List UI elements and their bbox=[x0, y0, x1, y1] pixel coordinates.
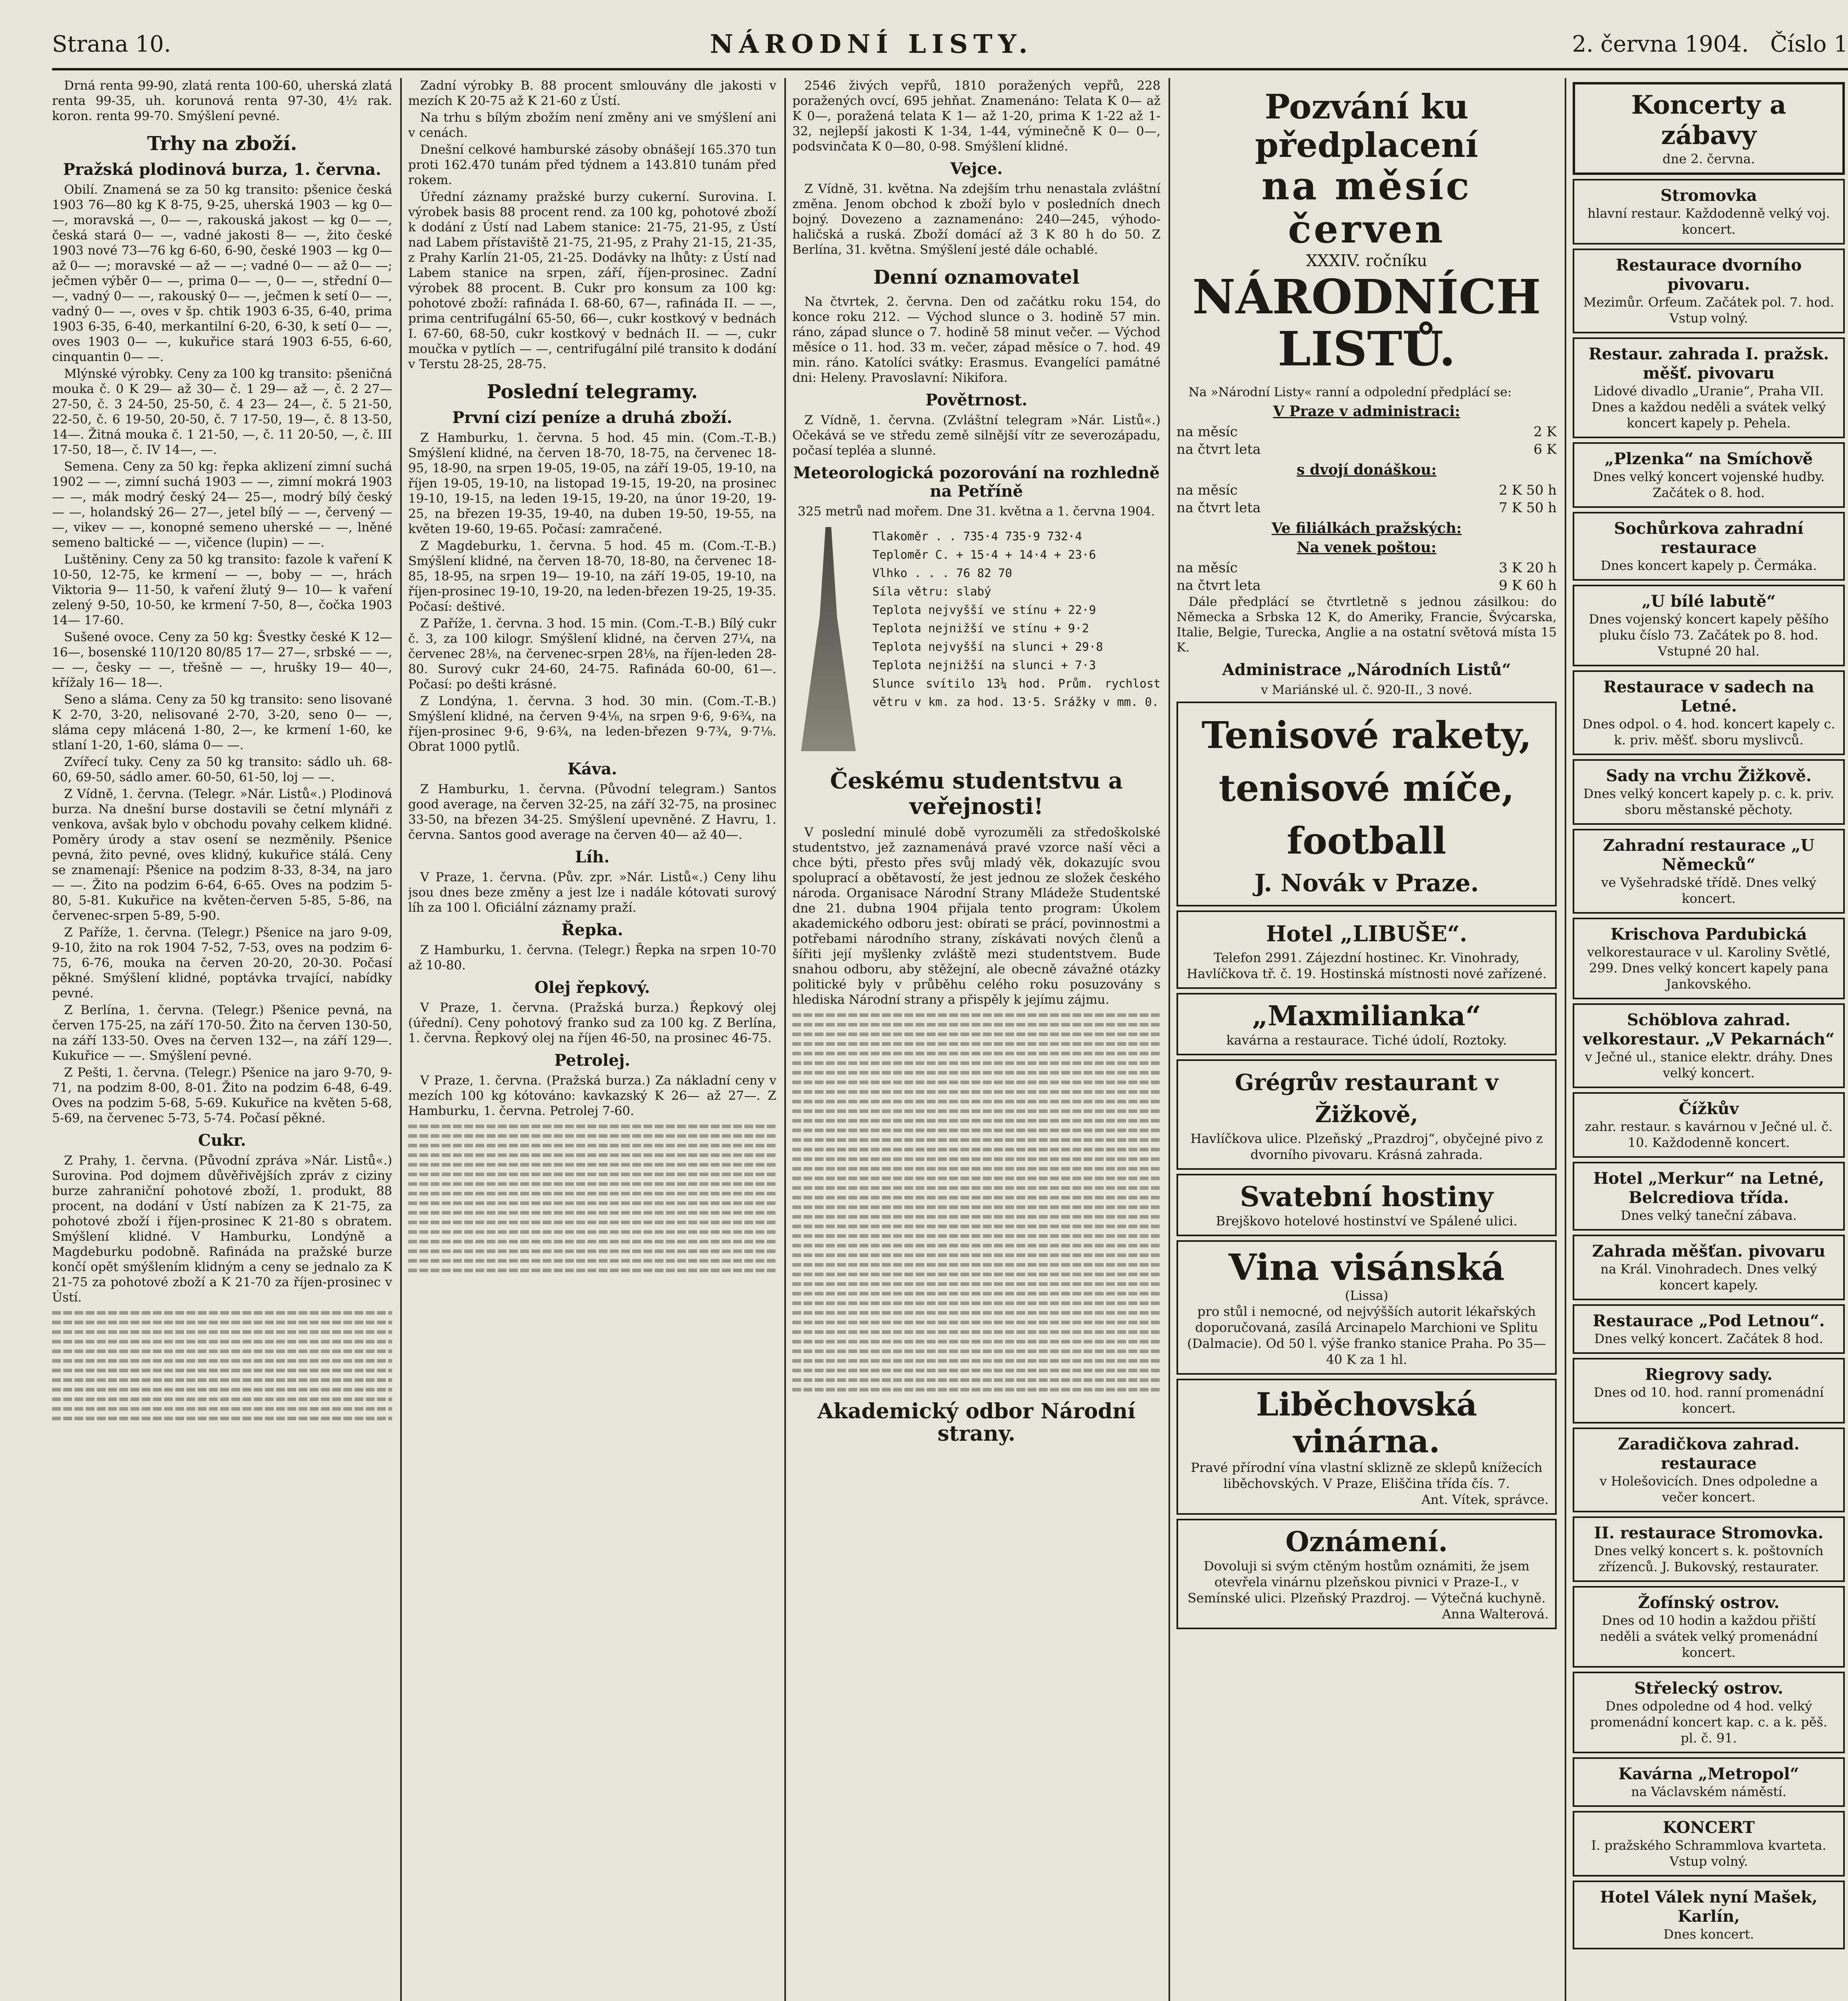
meteo-block bbox=[792, 519, 1161, 759]
section-subheading: Meteorologická pozorování na rozhledně na Petříně bbox=[793, 463, 1160, 501]
venue-text: Dnes odpoledne od 4 hod. velký promenádní koncert kap. c. a k. pěš. pl. č. 91. bbox=[1590, 1698, 1828, 1746]
paragraph: Z Pešti, 1. června. (Telegr.) Pšenice na jaro 9-70, 9-71, na podzim 8-00, 8-01. Žito na podzim 6-48, 6-49. Oves na podzim 5-68, 5-69. Kukuřice na květen 5-68, 5-69, na červenec 5-73, 5-74. Počasí pěkné. bbox=[52, 1065, 392, 1125]
paragraph: Z Hamburku, 1. června. (Telegr.) Řepka na srpen 10-70 až 10-80. bbox=[408, 943, 776, 972]
paragraph: 2546 živých vepřů, 1810 poražených vepřů, 228 poražených ovcí, 695 jehňat. Znamenáno: Telata K 0— až K 0—, poražená telata K 1— až 1-20, prima K 1-22 až 1-32, nejlepší jakosti K 1-34, 1-44, výminečně K 0— 0—, podsvinčata K 0—80, 0-98. Smýšlení klidné. bbox=[792, 78, 1161, 154]
venue-name: Restaurace dvorního pivovaru. bbox=[1615, 256, 1802, 294]
meteo-row: Teplota nejnižší ve stínu + 9·2 bbox=[872, 622, 1089, 635]
section-subheading: Petrolej. bbox=[554, 1051, 630, 1070]
ad-heading: Hotel „LIBUŠE“. bbox=[1266, 921, 1467, 946]
paragraph: Z Paříže, 1. června. 3 hod. 15 min. (Com.-T.-B.) Bílý cukr č. 3, za 100 kilogr. Smýšlení klidné, na červen 27¼, na červenec 28⅛, na červenec-srpen 28⅛, na říjen-leden 28-80. Surový cukr 24-60, 24-75. Rafináda 60-00, 61—. Počasí: po dešti krásné. bbox=[408, 616, 776, 692]
venue-text: Dnes velký koncert kapely p. c. k. priv. sboru městanské pěchoty. bbox=[1583, 786, 1834, 817]
paragraph: Luštěniny. Ceny za 50 kg transito: fazole k vaření K 10-50, 12-75, ke krmení — —, boby — —, hrách Viktoria 9— 11-50, k vaření žlutý 9— 10— k vaření zelený 9-50, 10-50, ke krmení 7-50, 8—, čočka 1903 14— 17-60. bbox=[52, 552, 392, 628]
venue-name: Riegrovy sady. bbox=[1645, 1365, 1773, 1384]
newspaper-title: NÁRODNÍ LISTY. bbox=[710, 29, 1033, 59]
venue-text: velkorestaurace v ul. Karoliny Světlé, 299. Dnes velký koncert kapely pana Jankovského. bbox=[1587, 944, 1830, 992]
venue-ad bbox=[1573, 1162, 1845, 1231]
venue-ad bbox=[1573, 1092, 1845, 1158]
ad-text: Telefon 2991. Zájezdní hostinec. Kr. Vinohrady, Havlíčkova tř. č. 19. Hostinská místnosti nové zařízené. bbox=[1187, 950, 1547, 981]
paragraph: Z Berlína, 1. června. (Telegr.) Pšenice pevná, na červen 175-25, na září 170-50. Žito na červen 130-50, na září 133-50. Oves na červen 132—, na září 129—. Kukuřice — —. Smýšlení pevné. bbox=[52, 1003, 392, 1063]
meteo-row: Tlakoměr . . 735·4 735·9 732·4 bbox=[872, 529, 1082, 543]
paragraph: Z Londýna, 1. června. 3 hod. 30 min. (Com.-T.-B.) Smýšlení klidné, na červen 9·4⅛, na srpen 9·6, 9·6¾, na říjen-prosinec 9·6, 9·6¾, na leden-březen 9·7¾, 9·7⅛. Obrat 1000 pytlů. bbox=[408, 694, 776, 754]
section-subheading: Řepka. bbox=[561, 920, 623, 939]
column-3 bbox=[792, 78, 1161, 2001]
ad-libechov bbox=[1177, 1379, 1557, 1515]
venue-text: Lidové divadlo „Uranie“, Praha VII. Dnes a každou neděli a svátek velký koncert kapely p. Pehela. bbox=[1591, 383, 1826, 431]
venue-ad bbox=[1573, 1516, 1845, 1582]
meteo-table bbox=[872, 527, 1161, 759]
paragraph: Obilí. Znamená se za 50 kg transito: pšenice česká 1903 76—80 kg K 8-75, 9-25, uherská 1903 — kg 0— —, moravská —, 0— —, rakouská jakost — kg 0— —, česká stará 0— —, vadné jakosti 8— —, žito české 1903 nové 73—76 kg 6-60, 6-90, české 1903 — kg 0— až 0— —; moravské — až — —; vadné 0— — až 0— —; ječmen výběr 0— —, prima 0— —, 0— —, střední 0— —, vadný 0— —, rakouský 0— —, ječmen k setí 0— —, vadný 0— —, oves v šp. chtik 1903 6-35, 6-40, prima 1903 6-35, 6-40, merkantilní 6-20, 6-30, k setí 0— —, oves 1903 0— —, kukuřice stará 1903 6-55, 6-60, cinquantin 0— —. bbox=[52, 182, 392, 364]
paragraph: Semena. Ceny za 50 kg: řepka aklizení zimní suchá 1902 — —, zimní suchá 1903 — —, zimní mokrá 1903 — —, mák modrý český 24— 25—, modrý bílý český — —, holandský 26— 27—, jetel bílý — —, červený — —, vikev — —, konopné semeno uherské — —, lněné semeno baltické — —, vičence (lupin) — —. bbox=[52, 459, 392, 550]
meteo-row: Síla větru: slabý bbox=[872, 585, 991, 598]
meteo-row: Teplota nejnižší na slunci + 7·3 bbox=[872, 658, 1096, 672]
venue-ad bbox=[1573, 1757, 1845, 1807]
ad-heading: Grégrův restaurant v Žižkově, bbox=[1235, 1069, 1499, 1128]
ad-text: Havlíčkova ulice. Plzeňský „Prazdroj“, obyčejné pivo z dvorního pivovaru. Krásná zahrada. bbox=[1190, 1131, 1543, 1162]
section-subheading: Líh. bbox=[575, 848, 610, 866]
venue-name: Čížkův bbox=[1679, 1099, 1739, 1118]
paragraph: V Praze, 1. června. (Pův. zpr. »Nár. Listů«.) Ceny lihu jsou dnes beze změny a jest lze i nadále kótovati surový líh za 100 l. Oficiální záznamy praží. bbox=[408, 870, 776, 915]
venue-name: Schöblova zahrad. velkorestaur. „V Pekarnách“ bbox=[1583, 1011, 1835, 1049]
ad-tenis-line: tenisové míče, bbox=[1219, 766, 1515, 810]
ad-tenis-line: football bbox=[1287, 819, 1447, 862]
issue-number: Číslo 1 bbox=[1770, 31, 1848, 57]
paragraph: Na »Národní Listy« ranní a odpolední předplácí se: bbox=[1189, 385, 1512, 399]
meteo-row: Teplota nejvyšší na slunci + 29·8 bbox=[872, 640, 1103, 654]
venue-ad bbox=[1573, 1304, 1845, 1354]
venue-ad bbox=[1573, 1235, 1845, 1300]
ad-text: Dovoluji si svým ctěným hostům oznámiti, že jsem otevřela vinárnu plzeňskou pivnici v Praze-I., v Semínské ulici. Plzeňský Prazdroj. — Výtečná kuchyně. bbox=[1187, 1558, 1546, 1606]
paragraph: V poslední minulé době vyrozuměli za středoškolské studentstvo, jež zaznamenává pravé vzorce naší věci a chce býti, přesto přes svůj mladý věk, dokazujíc svou spoluprací a obětavostí, že jest jednou ze složek českého národa. Organisace Národní Strany Mládeže Studentské dne 21. dubna 1904 přijala tento program: Úkolem akademického odboru jest: obírati se prácí, povinnostmi a potřebami národního strany, získávati nových členů a šířiti její myšlenky zvláště mezi studentstvem. Bude snahou odboru, aby stěžejní, ale obecně závažné otázky politické byly v průběhu celého roku posuzovány s hlediska Národní strany a přispěly k jejímu zájmu. bbox=[792, 825, 1161, 1007]
venue-text: Mezimůr. Orfeum. Začátek pol. 7. hod. Vstup volný. bbox=[1583, 295, 1834, 326]
venue-text: I. pražského Schrammlova kvarteta. Vstup volný. bbox=[1591, 1838, 1826, 1869]
price-heading: Na venek poštou: bbox=[1297, 539, 1437, 556]
venue-text: Dnes velký koncert vojenské hudby. Začátek o 8. hod. bbox=[1593, 469, 1825, 500]
venue-text: Dnes koncert. bbox=[1663, 1927, 1754, 1942]
paragraph: Z Hamburku, 1. června. (Původní telegram.) Santos good average, na červen 32-25, na září 32-75, na prosinec 33-50, na březen 34-25. Smýšlení upevněné. Z Havru, 1. června. Santos good average na červen 40— až 40—. bbox=[408, 782, 776, 842]
venue-ad bbox=[1573, 1428, 1845, 1512]
price-row: na měsíc 2 K bbox=[1177, 424, 1557, 440]
paragraph: Dále předplácí se čtvrtletně s jednou zásilkou: do Německa a Srbska 12 K, do Ameriky, Francie, Švýcarska, Italie, Belgie, Turecka, Anglie a na ostatní světová místa 15 K. bbox=[1177, 595, 1557, 655]
paragraph: Dnešní celkové hamburské zásoby obnášejí 165.370 tun proti 162.470 tunám před týdnem a 143.810 tunám před rokem. bbox=[408, 142, 776, 187]
venue-ad bbox=[1573, 179, 1845, 245]
price-heading: s dvojí donáškou: bbox=[1297, 461, 1437, 478]
column-2 bbox=[408, 78, 776, 2001]
pozvani-subtitle: na měsíc červen bbox=[1261, 163, 1472, 252]
column-divider bbox=[400, 78, 402, 2001]
ad-novak: J. Novák v Praze. bbox=[1254, 869, 1479, 897]
ad-libuse bbox=[1177, 910, 1557, 989]
ad-text: pro stůl i nemocné, od nejvýšších autorit lékařských doporučovaná, zasílá Arcinapelo Marchioni ve Splitu (Dalmacie). Od 50 l. výše franko stanice Praha. Po 35—40 K za 1 hl. bbox=[1187, 1304, 1546, 1367]
section-heading: Poslední telegramy. bbox=[487, 381, 698, 403]
signature: Akademický odbor Národní strany. bbox=[817, 1399, 1136, 1446]
ad-text: Pravé přírodní vína vlastní sklizně ze sklepů knížecích liběchovských. V Praze, Eliščina třída čís. 7. bbox=[1191, 1460, 1543, 1491]
venue-name: Restaurace v sadech na Letné. bbox=[1603, 678, 1814, 716]
admin-heading: Administrace „Národních Listů“ bbox=[1222, 660, 1511, 679]
venue-ad bbox=[1573, 1881, 1845, 1949]
ad-oznameni bbox=[1177, 1519, 1557, 1629]
venue-name: „U bílé labutě“ bbox=[1642, 592, 1776, 611]
venue-text: na Král. Vinohradech. Dnes velký koncert kapely. bbox=[1600, 1261, 1817, 1293]
paragraph: Z Paříže, 1. června. (Telegr.) Pšenice na jaro 9-09, 9-10, žito na rok 1904 7-52, 7-53, oves na podzim 6-75, 6-76, mouka na červen 20-20, 20-30. Počasí pěkné. Smýšlení klidné, poptávka trvající, nabídky pevné. bbox=[52, 925, 392, 1000]
ad-signature: Anna Walterová. bbox=[1442, 1606, 1549, 1622]
ad-signature: Ant. Vítek, správce. bbox=[1421, 1492, 1549, 1507]
venue-text: v Ječné ul., stanice elektr. dráhy. Dnes velký koncert. bbox=[1585, 1049, 1833, 1081]
venue-text: zahr. restaur. s kavárnou v Ječné ul. č. 10. Každodenně koncert. bbox=[1585, 1119, 1833, 1150]
ad-subheading: (Lissa) bbox=[1345, 1288, 1389, 1303]
ad-tenis-line: Tenisové rakety, bbox=[1201, 714, 1532, 757]
page-header bbox=[52, 20, 1848, 70]
column-divider bbox=[1169, 78, 1170, 2001]
subscription-block bbox=[1177, 82, 1557, 381]
venue-text: ve Vyšehradské třídě. Dnes velký koncert. bbox=[1601, 875, 1816, 906]
ad-heading: Koncerty a zábavy bbox=[1631, 90, 1786, 150]
venue-name: II. restaurace Stromovka. bbox=[1594, 1524, 1824, 1542]
venue-name: Krischova Pardubická bbox=[1610, 925, 1807, 944]
section-heading: Českému studentstvu a veřejnosti! bbox=[830, 768, 1123, 820]
price-row: na měsíc 2 K 50 h bbox=[1177, 482, 1557, 498]
venue-text: na Václavském náměstí. bbox=[1631, 1784, 1787, 1799]
ad-heading: Vina visánská bbox=[1229, 1246, 1505, 1289]
venue-ad bbox=[1573, 512, 1845, 581]
paragraph: V Praze, 1. června. (Pražská burza.) Za nákladní ceny v mezích 100 kg kótováno: kavkazský K 26— až 27—. Z Hamburku, 1. června. Petrolej 7-60. bbox=[408, 1073, 776, 1118]
price-row: na měsíc 3 K 20 h bbox=[1177, 560, 1557, 576]
ad-subheading: dne 2. června. bbox=[1662, 151, 1755, 166]
meteo-row: Vlhko . . . 76 82 70 bbox=[872, 566, 1012, 580]
venue-name: Zahrada měšťan. pivovaru bbox=[1592, 1242, 1826, 1261]
venue-text: Dnes vojenský koncert kapely pěšího pluku číslo 73. Začátek po 8. hod. Vstupné 20 hal. bbox=[1589, 612, 1829, 659]
issue-date: 2. června 1904. bbox=[1572, 31, 1749, 57]
paragraph: Z Hamburku, 1. června. 5 hod. 45 min. (Com.-T.-B.) Smýšlení klidné, na červen 18-70, 18-75, na červenec 18-95, 18-90, na srpen 19-05, 19-05, na září 19-05, 19-10, na říjen 19-05, 19-10, na listopad 19-15, 19-20, na prosinec 19-10, 19-15, na leden 19-15, 19-20, na únor 19-20, 19-25, na březen 19-35, 19-40, na duben 19-50, 19-55, na květen 19-60, 19-65. Počasí: zamračené. bbox=[408, 431, 776, 536]
column-divider bbox=[1565, 78, 1566, 2001]
ad-heading: Oznámení. bbox=[1285, 1526, 1448, 1558]
koncerty-header bbox=[1573, 82, 1845, 175]
meteo-row: Teploměr C. + 15·4 + 14·4 + 23·6 bbox=[872, 548, 1096, 561]
price-heading: V Praze v administraci: bbox=[1273, 403, 1460, 420]
venue-text: Dnes od 10 hodin a každou přiští neděli a svátek velký promenádní koncert. bbox=[1599, 1613, 1818, 1660]
column-1 bbox=[52, 78, 392, 2001]
paragraph: Sušené ovoce. Ceny za 50 kg: Švestky české K 12— 16—, bosenské 110/120 80/85 17— 27—, srbské — —, — —, česky — —, třešně — —, hrušky 19— 40—, křížaly 16— 18—. bbox=[52, 630, 392, 690]
paragraph: Z Magdeburku, 1. června. 5 hod. 45 m. (Com.-T.-B.) Smýšlení klidné, na červen 18-70, 18-80, na červenec 18-85, 18-95, na srpen 19— 19-10, na září 19-05, 19-10, na říjen-prosinec 19-10, 19-20, na leden-březen 19-25, 19-35. Počasí: deštivé. bbox=[408, 539, 776, 614]
ad-gregr bbox=[1177, 1059, 1557, 1170]
price-row: na čtvrt leta 7 K 50 h bbox=[1177, 500, 1557, 516]
section-heading: Denní oznamovatel bbox=[873, 266, 1080, 289]
venue-list bbox=[1573, 179, 1845, 1949]
ad-maxmilianka bbox=[1177, 993, 1557, 1055]
section-subheading: Pražská plodinová burza, 1. června. bbox=[63, 160, 381, 179]
column-4 bbox=[1177, 78, 1557, 2001]
price-row: na čtvrt leta 9 K 60 h bbox=[1177, 577, 1557, 593]
ad-tenis bbox=[1177, 702, 1557, 906]
venue-ad bbox=[1573, 829, 1845, 914]
paragraph: Zadní výrobky B. 88 procent smlouvány dle jakosti v mezích K 20-75 až K 21-60 z Ústí. bbox=[408, 78, 776, 108]
venue-text: Dnes velký taneční zábava. bbox=[1621, 1208, 1797, 1223]
venue-ad bbox=[1573, 1672, 1845, 1753]
venue-ad bbox=[1573, 1003, 1845, 1088]
venue-name: Zahradní restaurace „U Německů“ bbox=[1603, 836, 1815, 874]
petrin-tower-illustration bbox=[792, 527, 864, 751]
header-right bbox=[1572, 31, 1848, 57]
meteo-row: Slunce svítilo 13¼ hod. Prům. rychlost větru v km. za hod. 13·5. Srážky v mm. 0. bbox=[872, 677, 1161, 709]
venue-name: Hotel Válek nyní Mašek, Karlín, bbox=[1600, 1888, 1818, 1926]
venue-text: hlavní restaur. Každodenně velký voj. koncert. bbox=[1587, 206, 1830, 237]
venue-name: Žofínský ostrov. bbox=[1638, 1593, 1780, 1612]
venue-name: Kavárna „Metropol“ bbox=[1618, 1764, 1799, 1783]
venue-ad bbox=[1573, 442, 1845, 508]
paragraph: Zvířecí tuky. Ceny za 50 kg transito: sádlo uh. 68-60, 69-50, sádlo amer. 60-50, 61-50, loj — —. bbox=[52, 755, 392, 784]
venue-ad bbox=[1573, 249, 1845, 333]
venue-ad bbox=[1573, 670, 1845, 755]
paragraph: Mlýnské výrobky. Ceny za 100 kg transito: pšeničná mouka č. 0 K 29— až 30— č. 1 29— až —, č. 2 27— 27-50, č. 3 24-50, 25-50, č. 4 23— 24—, č. 5 21-50, 22-50, č. 6 19-50, 20-50, č. 7 17-50, 19—, č. 8 13-50, 14—. Žitná mouka č. 1 21-50, —, č. 11 20-50, —, č. III 17-50, 18—, č. IV 14—, —. bbox=[52, 367, 392, 457]
venue-ad bbox=[1573, 759, 1845, 825]
paragraph: Na trhu s bílým zbožím není změny ani ve smýšlení ani v cenách. bbox=[408, 110, 776, 140]
venue-ad bbox=[1573, 918, 1845, 999]
price-heading: Ve filiálkách pražských: bbox=[1271, 520, 1462, 537]
rocnik: XXXIV. ročníku bbox=[1306, 252, 1427, 270]
paragraph: Z Vídně, 31. května. Na zdejším trhu nenastala zvláštní změna. Jenom obchod k zboží bylo v posledních dnech bojný. Dovezeno a zaznamenáno: 240—245, výhodo-haličská a ruská. Zboží domácí až 3 K 80 h do 50. Z Berlína, 31. května. Smýšlení jesté dále ochablé. bbox=[792, 182, 1161, 257]
venue-name: Stromovka bbox=[1660, 186, 1757, 205]
paragraph: Z Prahy, 1. června. (Původní zpráva »Nár. Listů«.) Surovina. Pod dojmem důvěřivějších zpráv z ciziny burze zahraniční pohotové zboží, 1. produkt, 88 procent, na dodání v Ústí nabízen za K 21-75, za pohotové zboží i říjen-prosinec K 21-80 s obratem. Smýšlení klidné. V Hamburku, Londýně a Magdeburku podobně. Rafináda na pražské burze končí opět smýšlením klidným a ceny se jednalo za K 21-75 za pohotové zboží a K 21-70 za říjen-prosinec v Ústí. bbox=[52, 1153, 392, 1305]
section-subheading: První cizí peníze a druhá zboží. bbox=[452, 408, 732, 427]
admin-address: v Mariánské ul. č. 920-II., 3 nové. bbox=[1261, 683, 1472, 697]
venue-text: Dnes koncert kapely p. Čermáka. bbox=[1600, 558, 1817, 573]
ad-heading: „Maxmilianka“ bbox=[1252, 1000, 1481, 1032]
section-subheading: Vejce. bbox=[950, 159, 1003, 178]
venue-ad bbox=[1573, 1586, 1845, 1668]
paragraph: Seno a sláma. Ceny za 50 kg transito: seno lisované K 2-70, 3-20, nelisované 2-70, 3-20, seno 0— —, sláma cepy mlácená 1-80, 2—, ke krmení 1-60, ke stlaní 1-20, 1-60, sláma 0— —. bbox=[52, 692, 392, 752]
venue-ad bbox=[1573, 585, 1845, 666]
ad-vina bbox=[1177, 1240, 1557, 1375]
ad-heading: Svatební hostiny bbox=[1240, 1181, 1493, 1213]
section-subheading: Káva. bbox=[567, 760, 617, 778]
price-row: na čtvrt leta 6 K bbox=[1177, 441, 1557, 457]
ad-text: kavárna a restaurace. Tiché údolí, Roztoky. bbox=[1226, 1033, 1507, 1048]
paragraph: Na čtvrtek, 2. června. Den od začátku roku 154, do konce roku 212. — Východ slunce o 3. hodině 57 min. ráno, západ slunce o 7. hodině 58 minut večer. — Východ měsíce o 11. hod. 33 m. večer, západ měsíce o 7. hod. 49 min. ráno. Katolíci svátky: Erasmus. Evangelíci památné dni: Heleny. Pravoslavní: Nikifora. bbox=[792, 295, 1161, 385]
paragraph: Drná renta 99-90, zlatá renta 100-60, uherská zlatá renta 99-35, uh. korunová renta 97-30, 4½ rak. koron. renta 99-70. Smýšlení pevné. bbox=[52, 78, 392, 123]
ad-svatebni bbox=[1177, 1174, 1557, 1236]
section-subheading: Olej řepkový. bbox=[534, 978, 650, 997]
venue-name: Restaur. zahrada I. pražsk. měšť. pivovaru bbox=[1588, 345, 1829, 383]
venue-text: Dnes velký koncert. Začátek 8 hod. bbox=[1594, 1331, 1824, 1346]
venue-ad bbox=[1573, 1811, 1845, 1877]
column-5 bbox=[1573, 78, 1845, 2001]
section-subheading: Cukr. bbox=[198, 1131, 246, 1150]
meteo-subtitle: 325 metrů nad mořem. Dne 31. května a 1. června 1904. bbox=[798, 504, 1155, 519]
venue-ad bbox=[1573, 337, 1845, 438]
venue-name: Sochůrkova zahradní restaurace bbox=[1614, 519, 1804, 557]
venue-name: Střelecký ostrov. bbox=[1634, 1679, 1784, 1698]
section-heading: Trhy na zboží. bbox=[147, 132, 297, 155]
venue-text: Dnes od 10. hod. ranní promenádní koncert. bbox=[1593, 1385, 1824, 1416]
page-number: Strana 10. bbox=[52, 31, 171, 57]
paragraph: Z Vídně, 1. června. (Zvláštní telegram »Nár. Listů«.) Očekává se ve středu země silnější vítr ze severozápadu, počasí tepléa a slunné. bbox=[792, 413, 1161, 458]
column-divider bbox=[784, 78, 786, 2001]
paragraph: V Praze, 1. června. (Pražská burza.) Řepkový olej (úřední). Ceny pohotový franko sud za 100 kg. Z Berlína, 1. června. Řepkový olej na říjen 46-50, na prosinec 46-75. bbox=[408, 1000, 776, 1045]
section-subheading: Povětrnost. bbox=[925, 391, 1028, 409]
ad-text: Brejškovo hotelové hostinství ve Spálené ulici. bbox=[1216, 1213, 1517, 1229]
venue-name: KONCERT bbox=[1663, 1818, 1755, 1837]
venue-text: Dnes velký koncert s. k. poštovních zřízenců. J. Bukovský, restaurater. bbox=[1594, 1543, 1824, 1574]
venue-name: Sady na vrchu Žižkově. bbox=[1606, 766, 1812, 785]
venue-name: Zaradičkova zahrad. restaurace bbox=[1618, 1435, 1800, 1473]
paragraph: Úřední záznamy pražské burzy cukerní. Surovina. I. výrobek basis 88 procent rend. za 100 kg, pohotové zboží k dodání z Ústí nad Labem stanice: 21-75, 21-95, z Ústí nad Labem přístaviště 21-75, 21-95, z Prahy 21-15, 21-35, z Prahy Karlín 21-05, 21-25. Dodávky na lhůty: z Ústí nad Labem stanice na srpen, září, říjen-prosinec. Zadní výrobek 88 procent. B. Cukr pro konsum za 100 kg: pohotové zboží: rafináda I. 68-60, 67—, rafináda II. — —, prima centrifugální 65-50, 66—, cukr kostkový v bednách I. 67-60, 68-50, cukr kostkový v bednách II. — —, cukr moučka v pytlích — —, centrifugální pilé transito k dodání v Terstu 28-25, 28-75. bbox=[408, 190, 776, 371]
meteo-row: Teplota nejvyšší ve stínu + 22·9 bbox=[872, 603, 1096, 617]
narodni-listy-title: NÁRODNÍCH LISTŮ. bbox=[1192, 269, 1541, 377]
venue-text: Dnes odpol. o 4. hod. koncert kapely c. k. priv. měšť. sboru myslivců. bbox=[1582, 716, 1835, 748]
venue-ad bbox=[1573, 1358, 1845, 1424]
ad-heading: Liběchovská vinárna. bbox=[1256, 1385, 1477, 1460]
venue-name: Hotel „Merkur“ na Letné, Belcrediova třída. bbox=[1593, 1169, 1824, 1207]
venue-text: v Holešovicích. Dnes odpoledne a večer koncert. bbox=[1599, 1474, 1818, 1505]
venue-name: „Plzenka“ na Smíchově bbox=[1604, 449, 1813, 468]
venue-name: Restaurace „Pod Letnou“. bbox=[1593, 1311, 1825, 1330]
paragraph: Z Vídně, 1. června. (Telegr. »Nár. Listů«.) Plodinová burza. Na dnešní burse dostavili se četní mlynáři z venkova, avšak bylo v obchodu povahy celkem klidné. Poměry úrody a stav osení se nezměnily. Pšenice pevná, žito pevné, oves klidný, kukuřice stálá. Ceny se znamenají: Pšenice na podzim 8-33, 8-34, na jaro — —. Žito na podzim 6-64, 6-65. Oves na podzim 5-80, 5-81. Kukuřice na květen-červen 5-85, 5-86, na červenec-srpen 5-89, 5-90. bbox=[52, 787, 392, 923]
pozvani-title: Pozvání ku předplacení bbox=[1255, 87, 1478, 165]
